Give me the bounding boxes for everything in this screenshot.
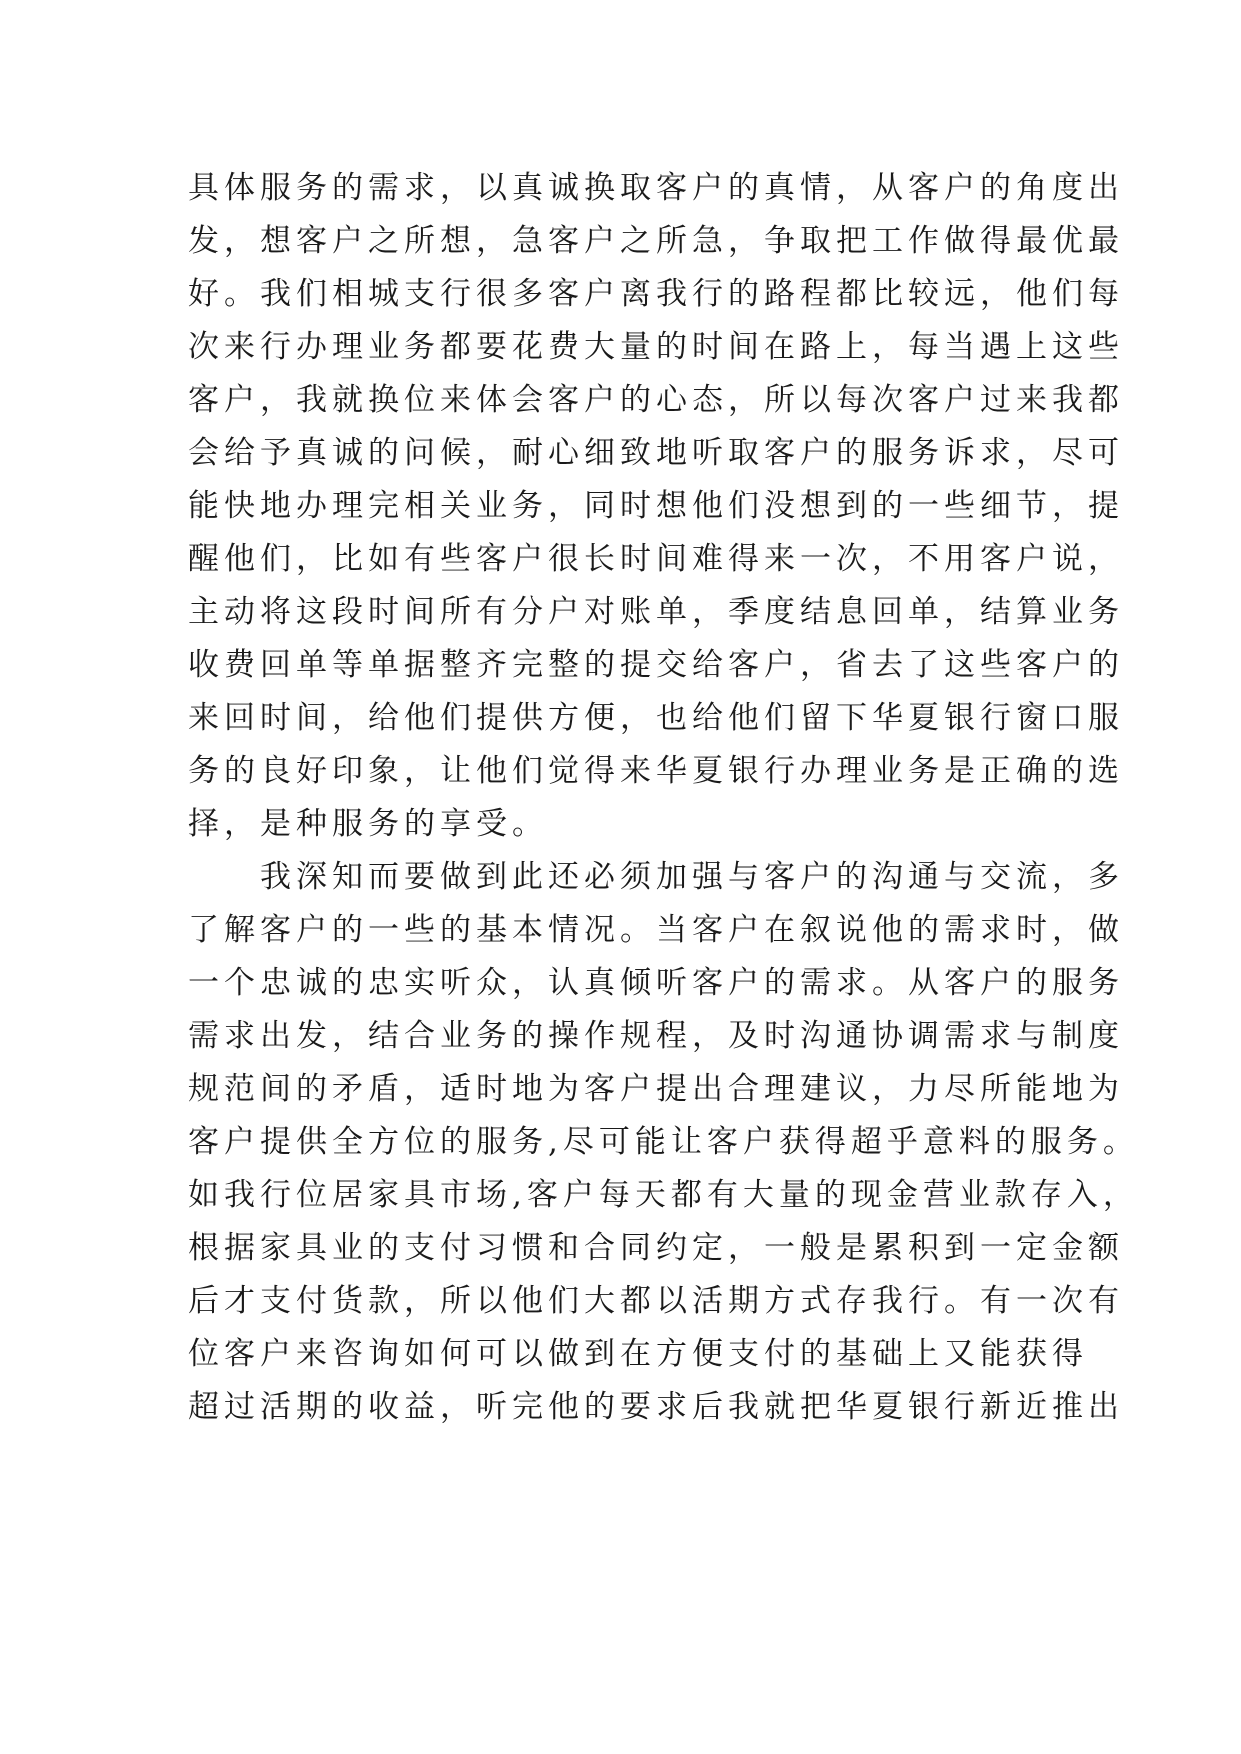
paragraph-first-line: 我深知而要做到此还必须加强与客户的沟通与交流，多 [260,859,1124,895]
text-line: 客户，我就换位来体会客户的心态，所以每次客户过来我都 [188,382,1124,418]
text-line: 了解客户的一些的基本情况。当客户在叙说他的需求时，做 [188,912,1124,948]
text-line: 醒他们，比如有些客户很长时间难得来一次，不用客户说， [188,541,1124,577]
text-line: 会给予真诚的问候，耐心细致地听取客户的服务诉求，尽可 [188,435,1124,471]
document-body [188,162,1139,1434]
text-line: 主动将这段时间所有分户对账单，季度结息回单，结算业务 [188,594,1124,630]
text-line: 次来行办理业务都要花费大量的时间在路上，每当遇上这些 [188,329,1124,365]
text-line: 发，想客户之所想，急客户之所急，争取把工作做得最优最 [188,223,1124,259]
text-line: 需求出发，结合业务的操作规程，及时沟通协调需求与制度 [188,1018,1124,1054]
text-line: 务的良好印象，让他们觉得来华夏银行办理业务是正确的选 [188,753,1124,789]
text-line: 收费回单等单据整齐完整的提交给客户，省去了这些客户的 [188,647,1124,683]
text-line: 超过活期的收益，听完他的要求后我就把华夏银行新近推出 [188,1389,1124,1425]
text-line: 位客户来咨询如何可以做到在方便支付的基础上又能获得 [188,1336,1088,1372]
text-line: 具体服务的需求，以真诚换取客户的真情，从客户的角度出 [188,170,1124,206]
text-line: 规范间的矛盾，适时地为客户提出合理建议，力尽所能地为 [188,1071,1124,1107]
text-line: 好。我们相城支行很多客户离我行的路程都比较远，他们每 [188,276,1124,312]
text-line: 如我行位居家具市场,客户每天都有大量的现金营业款存入， [188,1177,1139,1213]
text-line: 能快地办理完相关业务，同时想他们没想到的一些细节，提 [188,488,1124,524]
text-line: 后才支付货款，所以他们大都以活期方式存我行。有一次有 [188,1283,1124,1319]
text-line: 客户提供全方位的服务,尽可能让客户获得超乎意料的服务。 [188,1124,1139,1160]
text-line: 根据家具业的支付习惯和合同约定，一般是累积到一定金额 [188,1230,1124,1266]
text-line: 来回时间，给他们提供方便，也给他们留下华夏银行窗口服 [188,700,1124,736]
text-line: 一个忠诚的忠实听众，认真倾听客户的需求。从客户的服务 [188,965,1124,1001]
text-line: 择，是种服务的享受。 [188,806,548,842]
